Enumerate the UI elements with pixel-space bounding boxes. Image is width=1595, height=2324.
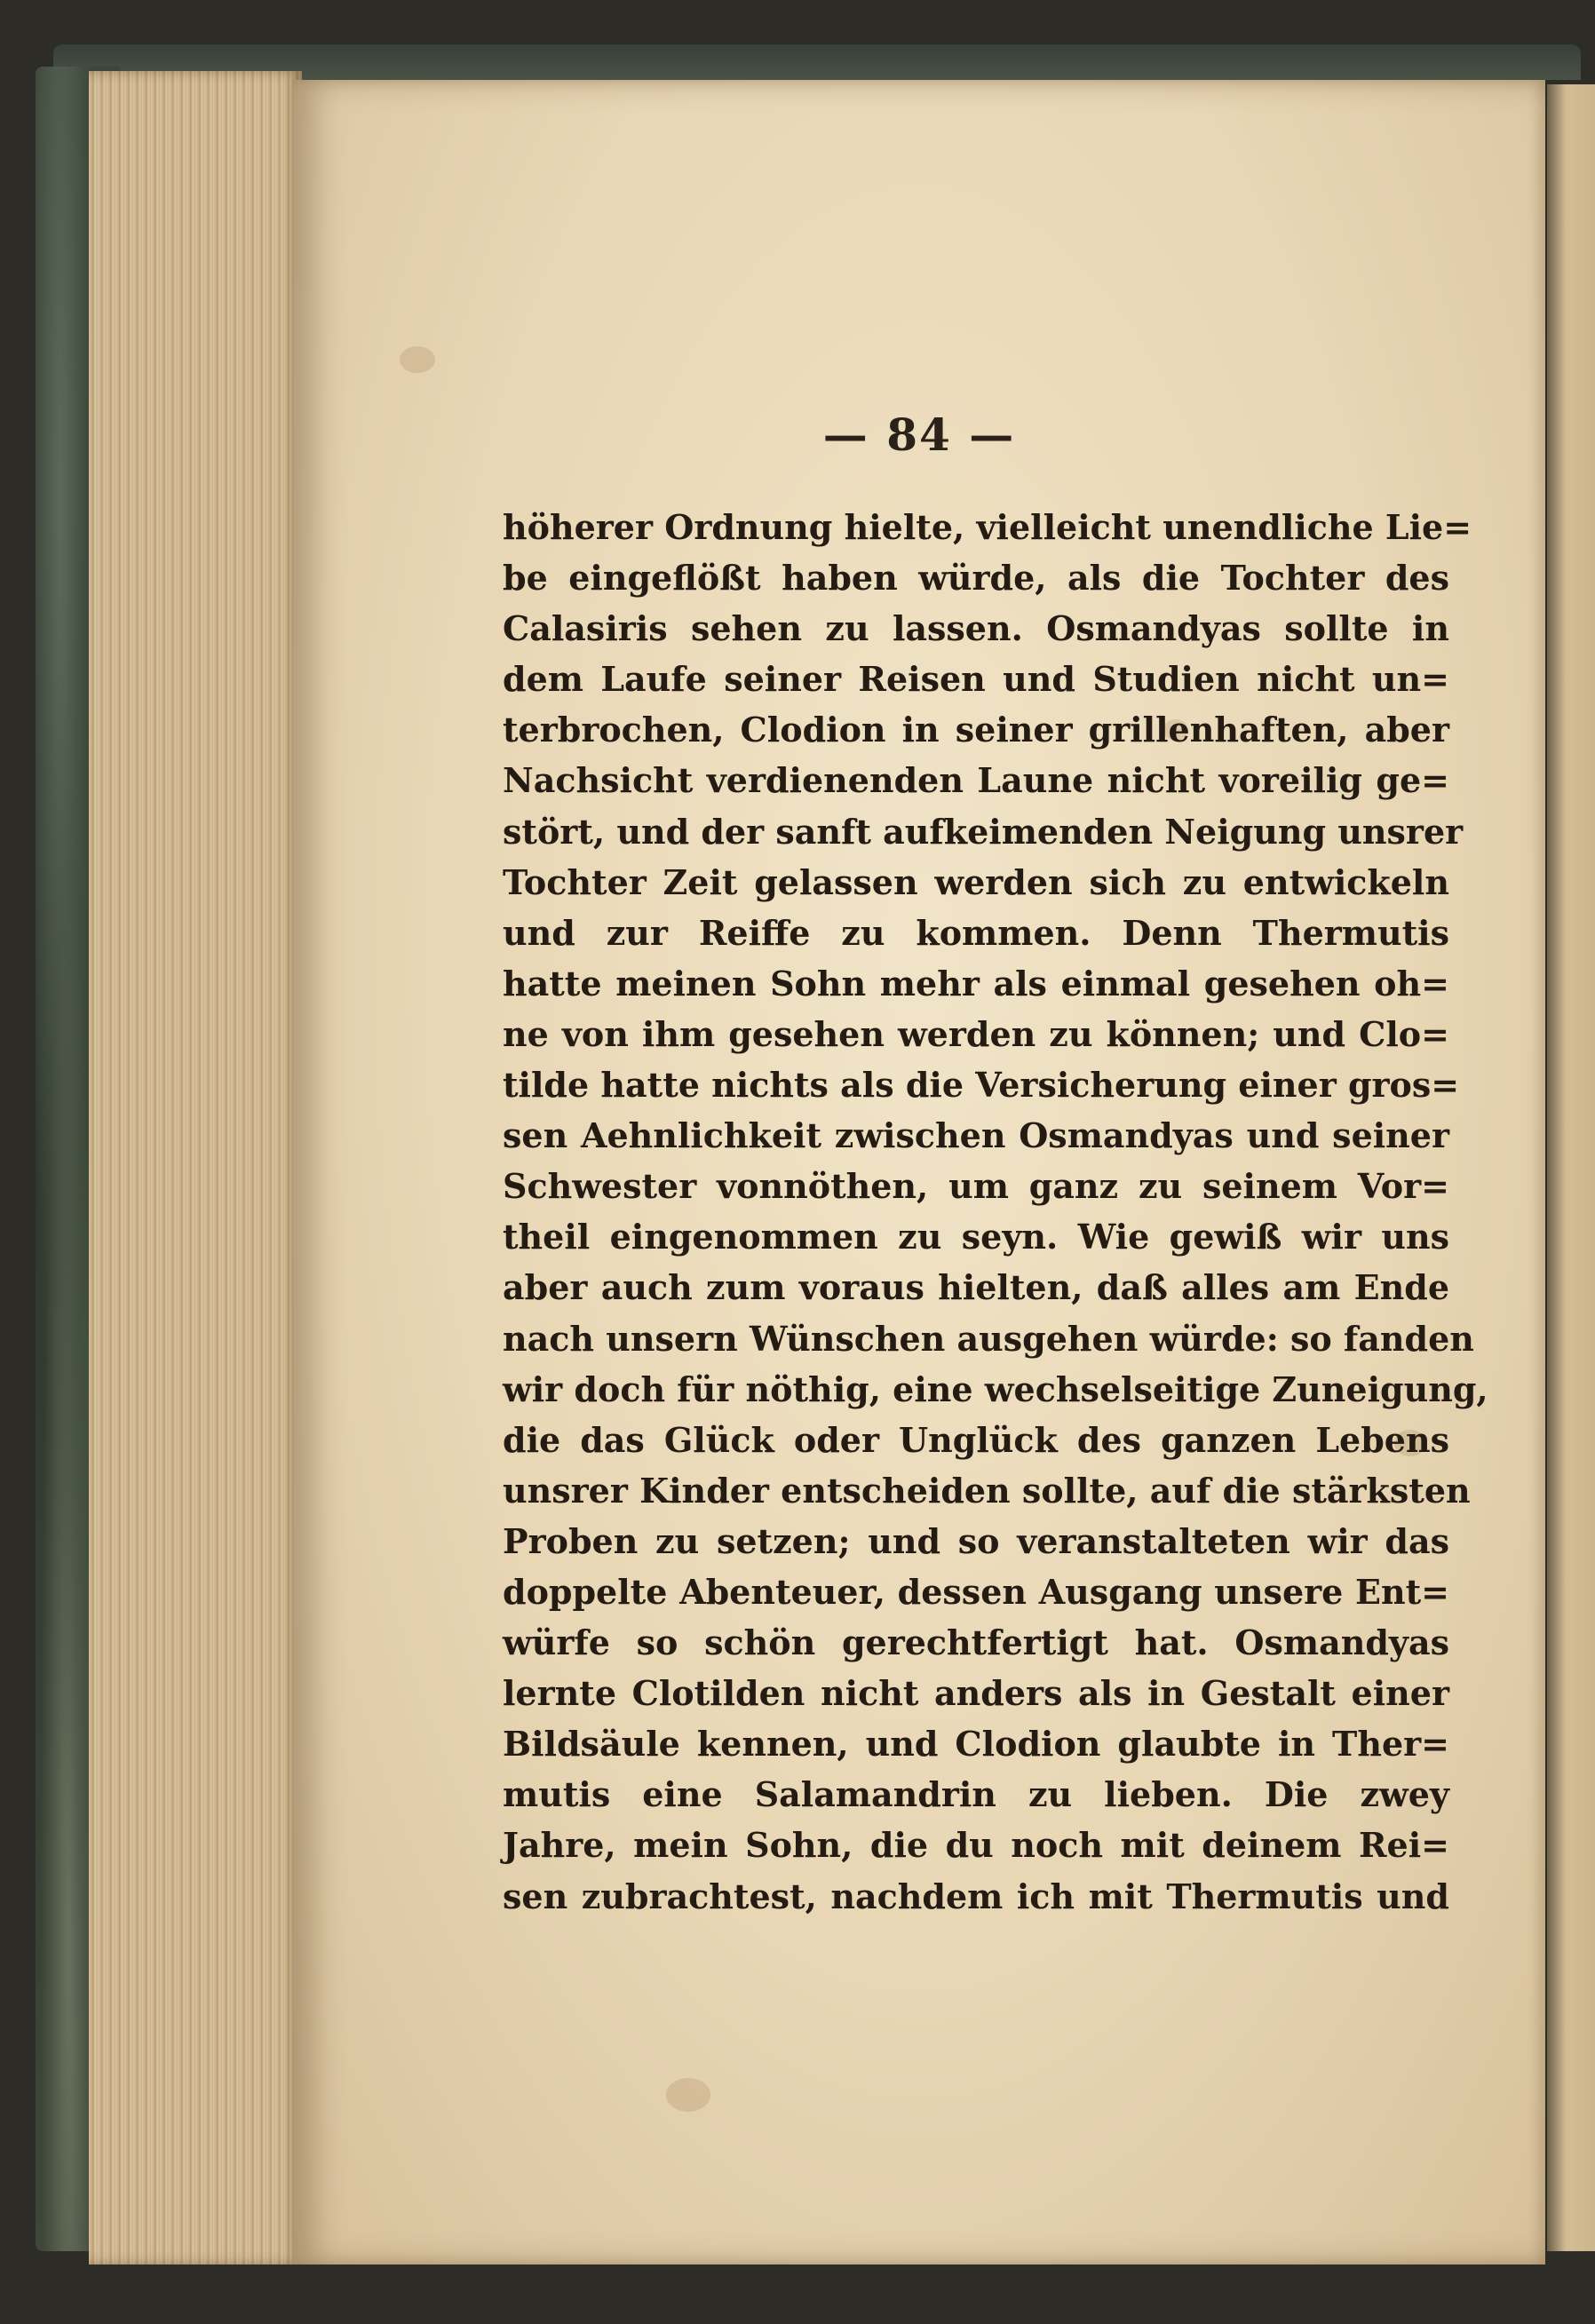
text-line: dem Laufe seiner Reisen und Studien nicht un= (503, 659, 1449, 700)
text-line: die das Glück oder Unglück des ganzen Lebens (503, 1419, 1449, 1460)
text-line: doppelte Abenteuer, dessen Ausgang unsere Ent= (503, 1571, 1449, 1612)
text-line: tilde hatte nichts als die Versicherung einer gros= (503, 1065, 1460, 1106)
book-page (293, 80, 1545, 2265)
text-line: Calasiris sehen zu lassen. Osmandyas sollte in (503, 608, 1449, 649)
text-line: lernte Clotilden nicht anders als in Gestalt einer (503, 1673, 1449, 1714)
page-number: — 84 — (822, 408, 1016, 461)
text-line: be eingeflößt haben würde, als die Tochter des (503, 558, 1449, 599)
foxing-spot (666, 2078, 710, 2112)
text-line: theil eingenommen zu seyn. Wie gewiß wir uns (503, 1217, 1449, 1257)
text-line: würfe so schön gerechtfertigt hat. Osmandyas (503, 1622, 1449, 1663)
text-line: terbrochen, Clodion in seiner grillenhaften, aber (503, 710, 1449, 750)
text-line: mutis eine Salamandrin zu lieben. Die zwey (503, 1774, 1449, 1815)
text-line: Tochter Zeit gelassen werden sich zu entwickeln (503, 861, 1449, 902)
text-line: wir doch für nöthig, eine wechselseitige Zuneigung, (503, 1368, 1488, 1409)
text-line: Schwester vonnöthen, um ganz zu seinem Vor= (503, 1166, 1449, 1207)
text-line: sen Aehnlichkeit zwischen Osmandyas und seiner (503, 1115, 1449, 1156)
text-line: hatte meinen Sohn mehr als einmal gesehen oh= (503, 963, 1449, 1003)
page-edges (89, 71, 302, 2265)
text-line: ne von ihm gesehen werden zu können; und Clo= (503, 1013, 1449, 1054)
facing-page-edge (1547, 84, 1595, 2251)
text-line: sen zubrachtest, nachdem ich mit Thermutis und (503, 1876, 1449, 1916)
text-line: Bildsäule kennen, und Clodion glaubte in Ther= (503, 1724, 1449, 1765)
text-line: unsrer Kinder entscheiden sollte, auf die stärksten (503, 1470, 1471, 1511)
body-text (503, 502, 1488, 1922)
text-line: aber auch zum voraus hielten, daß alles am Ende (503, 1267, 1449, 1308)
text-line: Nachsicht verdienenden Laune nicht voreilig ge= (503, 760, 1449, 801)
text-line: Jahre, mein Sohn, die du noch mit deinem Rei= (503, 1825, 1449, 1866)
text-line: nach unsern Wünschen ausgehen würde: so fanden (503, 1318, 1474, 1359)
text-line: höherer Ordnung hielte, vielleicht unendliche Lie= (503, 507, 1472, 547)
text-line: Proben zu setzen; und so veranstalteten wir das (503, 1520, 1449, 1561)
text-line: stört, und der sanft aufkeimenden Neigung unsrer (503, 811, 1464, 852)
foxing-spot (400, 346, 435, 373)
text-line: und zur Reiffe zu kommen. Denn Thermutis (503, 912, 1449, 953)
